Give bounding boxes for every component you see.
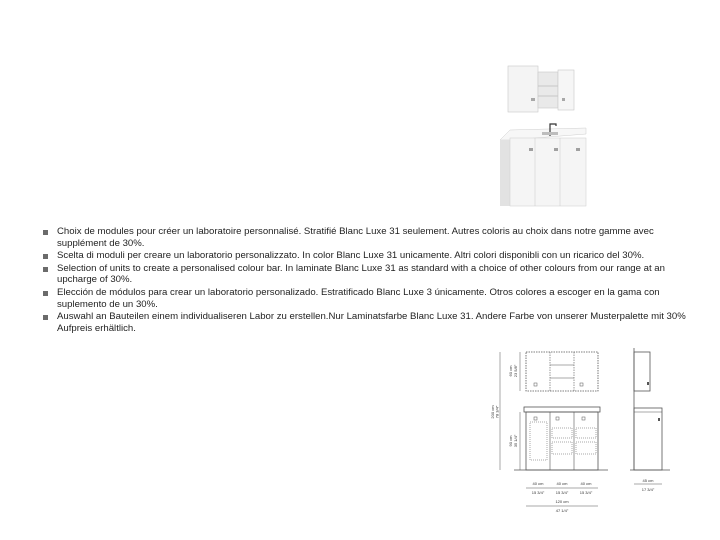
base-cabinet-photo [492,120,588,210]
depth-in: 17 3/4" [641,487,655,492]
module-width-in-2: 15 3/4" [555,490,569,495]
bullet-icon [43,315,48,320]
side-elevation-drawing [628,344,672,496]
description-text: Selection of units to create a personalised colour bar. In laminate Blanc Luxe 31 as standard with a choice of other colours from our range at an upcharge of 30%. [57,262,665,286]
bullet-icon [43,267,48,272]
total-height-cm: 200 cm [490,405,495,419]
description-de [38,311,688,335]
description-text: Choix de modules pour créer un laboratoire personnalisé. Stratifié Blanc Luxe 31 seulement. Autres coloris au choix dans notre gamme avec supplément de 30%. [57,226,654,249]
description-text: Elección de módulos para crear un laboratorio personalizado. Estratificado Blanc Luxe 3 únicamente. Otros colores a escoger en la gama con suplemento de un 30%. [57,286,660,310]
wall-height-cm: 60 cm [508,365,513,377]
wall-height-in: 23 5/8" [513,364,518,378]
description-text: Auswahl an Bauteilen einem individualiseren Labor zu erstellen.Nur Laminatsfarbe Blanc Luxe 31. Andere Farbe von unserer Musterpalette mit 30% Aufpreis erhältlich. [57,310,686,334]
module-width-cm-3: 40 cm [580,481,592,486]
module-width-in-1: 15 3/4" [531,490,545,495]
description-fr [38,226,688,250]
bullet-icon [43,254,48,259]
module-width-cm-1: 40 cm [532,481,544,486]
base-height-cm: 90 cm [508,435,513,447]
wall-cabinet-photo [498,62,588,118]
front-elevation-drawing [490,344,620,516]
description-it [38,250,688,262]
total-width-in: 47 1/4" [555,508,569,513]
module-width-in-3: 15 3/4" [579,490,593,495]
total-height-in: 78 3/4" [494,405,500,419]
bullet-icon [43,230,48,235]
bullet-icon [43,291,48,296]
description-en [38,263,688,287]
base-height-in: 35 1/4" [513,434,518,448]
total-width-cm: 120 cm [555,499,569,504]
module-width-cm-2: 40 cm [556,481,568,486]
depth-cm: 45 cm [642,478,654,483]
product-description-list [38,226,688,335]
description-es [38,287,688,311]
description-text: Scelta di moduli per creare un laboratorio personalizzato. In color Blanc Luxe 31 unicamente. Altri colori disponibli con un ricarico del 30%. [57,250,645,262]
